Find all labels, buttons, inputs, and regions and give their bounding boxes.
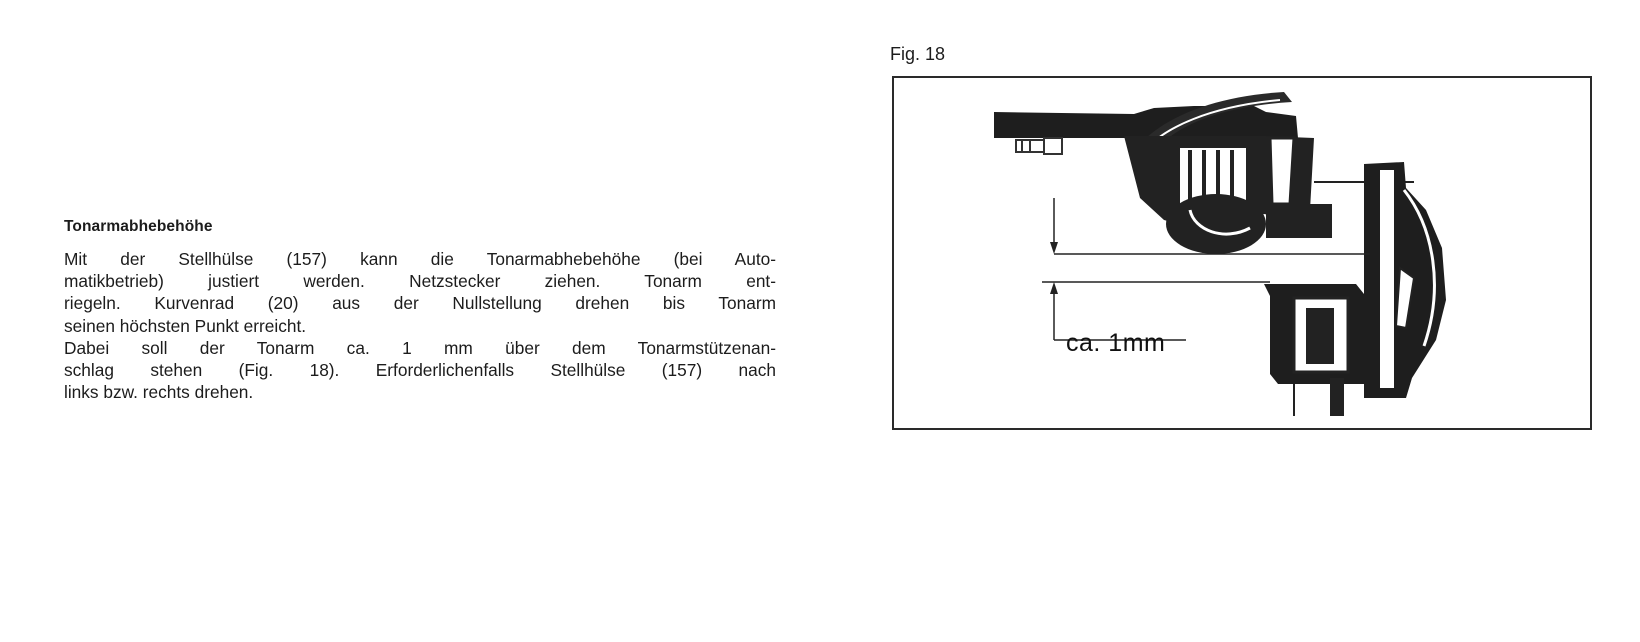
figure-18 bbox=[892, 76, 1592, 430]
paragraph-2 bbox=[64, 337, 776, 404]
paragraph-1-line-4: seinen höchsten Punkt erreicht. bbox=[64, 315, 307, 336]
paragraph-2-line-3: links bzw. rechts drehen. bbox=[64, 382, 254, 403]
paragraph-1-line-1: Mit der Stellhülse (157) kann die Tonarmabhebehöhe (bei Auto- bbox=[64, 249, 776, 269]
dimension-label: ca. 1mm bbox=[1066, 329, 1166, 357]
paragraph-1 bbox=[64, 248, 776, 337]
paragraph-1-line-3: riegeln. Kurvenrad (20) aus der Nullstellung drehen bis Tonarm bbox=[64, 293, 776, 314]
paragraph-2-line-1: Dabei soll der Tonarm ca. 1 mm über dem Tonarmstützenan- bbox=[64, 337, 776, 358]
text-section bbox=[64, 218, 776, 403]
figure-label: Fig. 18 bbox=[890, 44, 946, 64]
roller bbox=[1166, 194, 1266, 254]
paragraph-1-line-2: matikbetrieb) justiert werden. Netzstecker ziehen. Tonarm ent- bbox=[64, 271, 776, 292]
paragraph-2-line-2: schlag stehen (Fig. 18). Erforderlichenfalls Stellhülse (157) nach bbox=[64, 360, 776, 381]
tonearm-headshell bbox=[994, 106, 1298, 138]
section-heading: Tonarmabhebehöhe bbox=[64, 218, 213, 235]
tonearm-diagram bbox=[894, 78, 1590, 428]
